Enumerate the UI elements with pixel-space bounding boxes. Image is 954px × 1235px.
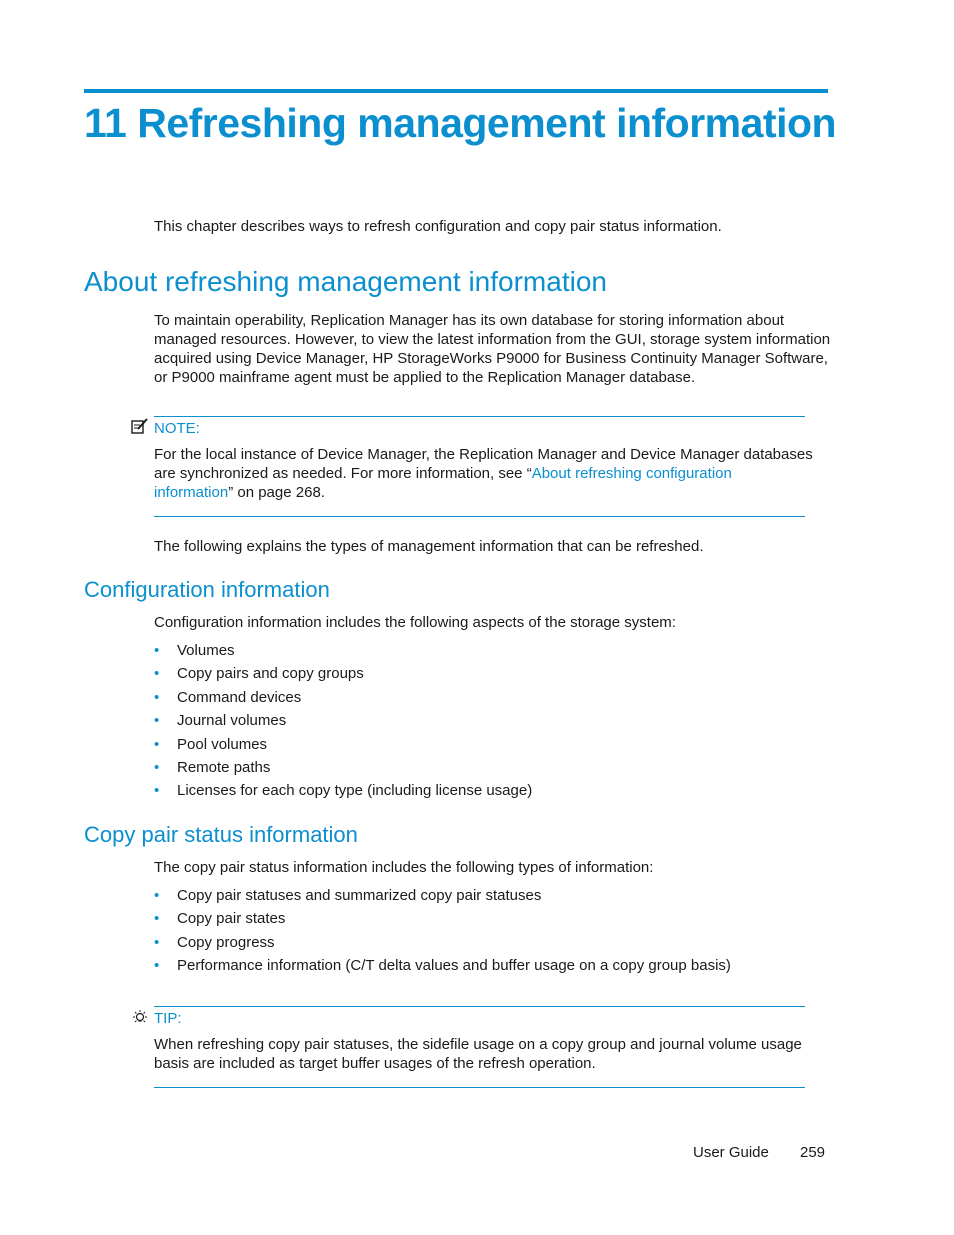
chapter-rule — [84, 89, 828, 93]
list-item: • Copy progress — [154, 933, 275, 951]
bullet-dot-icon: • — [154, 758, 160, 776]
note-bottom-rule — [154, 516, 805, 517]
tip-line: When refreshing copy pair statuses, the sidefile usage on a copy group and journal volume usage — [154, 1036, 802, 1053]
note-line-post: ” on page 268. — [228, 484, 325, 501]
section-heading-configuration: Configuration information — [84, 577, 330, 602]
bullet-dot-icon: • — [154, 957, 160, 975]
note-text — [154, 445, 834, 502]
copy-pair-status-list — [154, 886, 834, 980]
note-line — [154, 483, 834, 502]
footer-guide-name: User Guide — [693, 1144, 769, 1161]
list-item: • Performance information (C/T delta values and buffer usage on a copy group basis) — [154, 957, 731, 975]
about-paragraph — [154, 311, 834, 387]
about-line: acquired using Device Manager, HP StorageWorks P9000 for Business Continuity Manager Software, — [154, 350, 828, 367]
about-line: or P9000 mainframe agent must be applied to the Replication Manager database. — [154, 369, 696, 386]
chapter-intro: This chapter describes ways to refresh configuration and copy pair status information. — [154, 218, 722, 235]
bullet-dot-icon: • — [154, 782, 160, 800]
bullet-dot-icon: • — [154, 642, 160, 659]
section-heading-copy-pair-status: Copy pair status information — [84, 822, 358, 847]
note-pencil-icon — [131, 418, 149, 440]
section-heading-about: About refreshing management information — [84, 266, 607, 297]
bullet-dot-icon: • — [154, 933, 160, 951]
note-line — [154, 464, 834, 483]
footer-page-number: 259 — [800, 1144, 826, 1161]
chapter-title: 11 Refreshing management information — [84, 100, 837, 146]
tip-bottom-rule — [154, 1087, 805, 1088]
tip-label: TIP: — [154, 1010, 182, 1027]
tip-line: basis are included as target buffer usages of the refresh operation. — [154, 1055, 596, 1072]
copy-pair-status-intro: The copy pair status information includes the following types of information: — [154, 859, 654, 876]
bullet-dot-icon: • — [154, 712, 160, 730]
list-item: • Copy pairs and copy groups — [154, 665, 364, 683]
note-line: For the local instance of Device Manager, the Replication Manager and Device Manager databases — [154, 446, 813, 463]
lightbulb-icon — [131, 1009, 149, 1032]
about-line: To maintain operability, Replication Manager has its own database for storing information about — [154, 312, 785, 329]
list-item: • Command devices — [154, 688, 302, 706]
bullet-dot-icon: • — [154, 688, 160, 706]
note-line-pre: are synchronized as needed. For more information, see “ — [154, 465, 532, 482]
list-item: • Remote paths — [154, 758, 271, 776]
list-item: • Copy pair states — [154, 910, 286, 928]
list-item: • Licenses for each copy type (including license usage) — [154, 782, 533, 800]
configuration-list — [154, 641, 834, 805]
following-paragraph: The following explains the types of management information that can be refreshed. — [154, 538, 704, 555]
list-item: • Copy pair statuses and summarized copy pair statuses — [154, 887, 542, 904]
bullet-dot-icon: • — [154, 887, 160, 904]
bullet-dot-icon: • — [154, 910, 160, 928]
about-line: managed resources. However, to view the latest information from the GUI, storage system information — [154, 331, 831, 348]
note-label: NOTE: — [154, 420, 200, 437]
tip-top-rule — [154, 1006, 805, 1007]
list-item: • Volumes — [154, 642, 235, 659]
bullet-dot-icon: • — [154, 665, 160, 683]
note-top-rule — [154, 416, 805, 417]
list-item: • Journal volumes — [154, 712, 287, 730]
bullet-dot-icon: • — [154, 735, 160, 753]
list-item: • Pool volumes — [154, 735, 268, 753]
link-about-refreshing-configuration[interactable]: About refreshing configuration — [531, 465, 732, 482]
configuration-intro: Configuration information includes the following aspects of the storage system: — [154, 614, 676, 631]
tip-text — [154, 1035, 834, 1073]
link-about-refreshing-configuration-cont[interactable]: information — [154, 484, 229, 501]
